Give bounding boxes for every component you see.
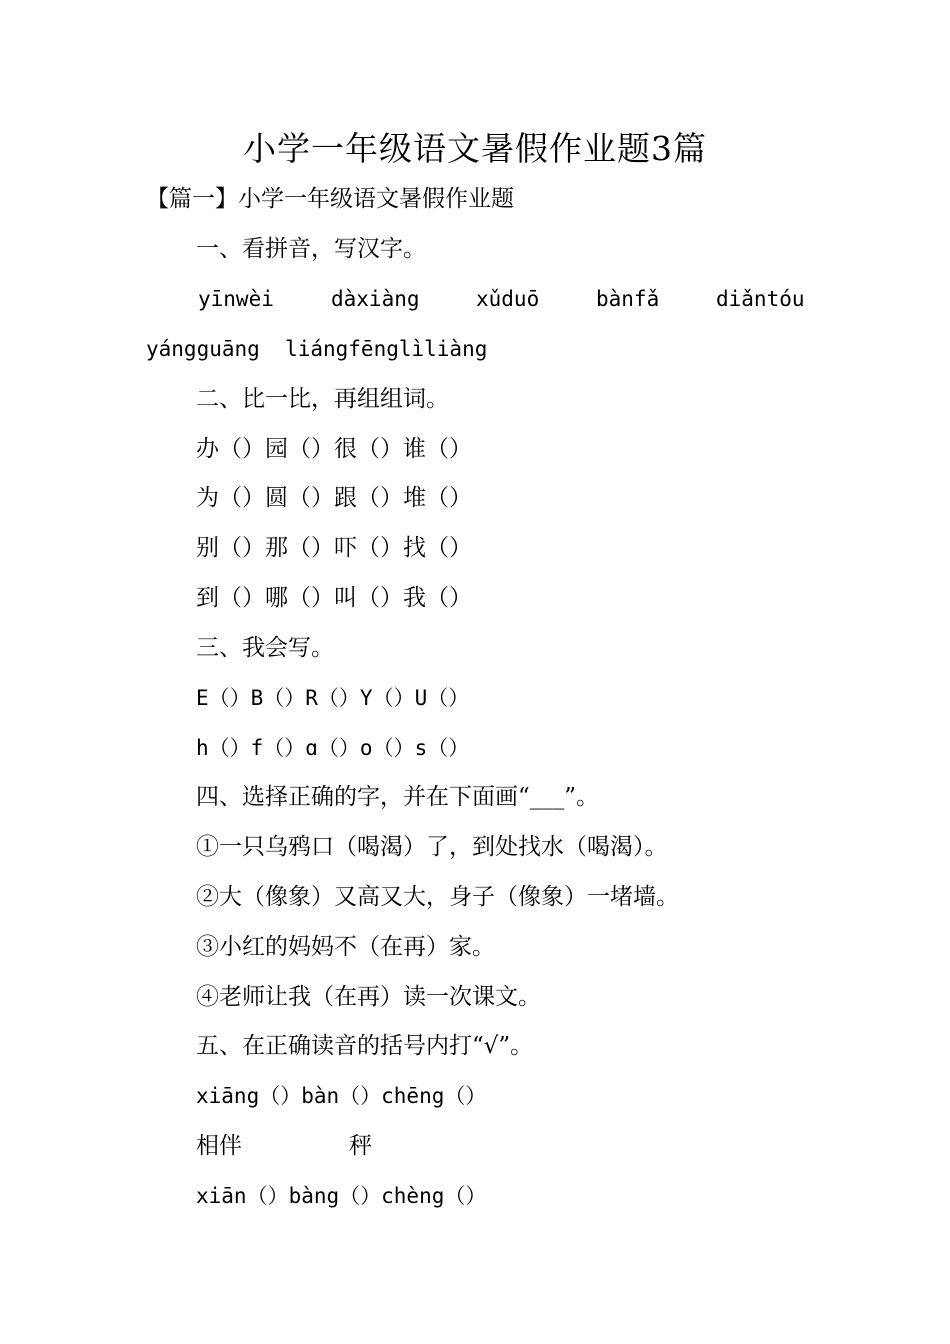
reading-row-3: xiān（）bàng（）chèng（） xyxy=(196,1184,487,1208)
reading-chars-a: 相伴 xyxy=(196,1133,242,1159)
section2-heading: 二、比一比，再组组词。 xyxy=(196,386,449,412)
part-heading: 【篇一】小学一年级语文暑假作业题 xyxy=(146,186,514,212)
pinyin-word: xǔduō xyxy=(476,287,540,311)
letters-row-lower: h（）f（）ɑ（）o（）s（） xyxy=(196,736,470,760)
section3-heading: 三、我会写。 xyxy=(196,635,334,661)
section1-heading: 一、看拼音，写汉字。 xyxy=(196,236,426,262)
choice-item: ③小红的妈妈不（在再）家。 xyxy=(196,934,495,960)
pinyin-row-1 xyxy=(0,284,950,314)
reading-chars-b: 秤 xyxy=(349,1133,372,1159)
reading-row-1: xiāng（）bàn（）chēng（） xyxy=(196,1084,487,1108)
section5-heading: 五、在正确读音的括号内打“√”。 xyxy=(196,1033,534,1059)
choice-item: ②大（像象）又高又大，身子（像象）一堵墙。 xyxy=(196,884,679,910)
choice-item: ①一只乌鸦口（喝渴）了，到处找水（喝渴）。 xyxy=(196,834,668,860)
pinyin-word: yīnwèi xyxy=(198,287,274,311)
pinyin-word: bànfǎ xyxy=(596,287,660,311)
pinyin-word: diǎntóu xyxy=(716,287,805,311)
choice-item: ④老师让我（在再）读一次课文。 xyxy=(196,984,541,1010)
section4-heading: 四、选择正确的字，并在下面画“___”。 xyxy=(196,784,600,810)
compare-row: 别（）那（）吓（）找（） xyxy=(196,535,472,561)
compare-row: 到（）哪（）叫（）我（） xyxy=(196,585,472,611)
document-title: 小学一年级语文暑假作业题3篇 xyxy=(243,129,707,168)
letters-row-upper: E（）B（）R（）Y（）U（） xyxy=(196,686,470,710)
compare-row: 为（）圆（）跟（）堆（） xyxy=(196,485,472,511)
pinyin-row-2: yángguāng liángfēnglìliàng xyxy=(146,337,488,361)
pinyin-word: dàxiàng xyxy=(331,287,420,311)
compare-row: 办（）园（）很（）谁（） xyxy=(196,436,472,462)
